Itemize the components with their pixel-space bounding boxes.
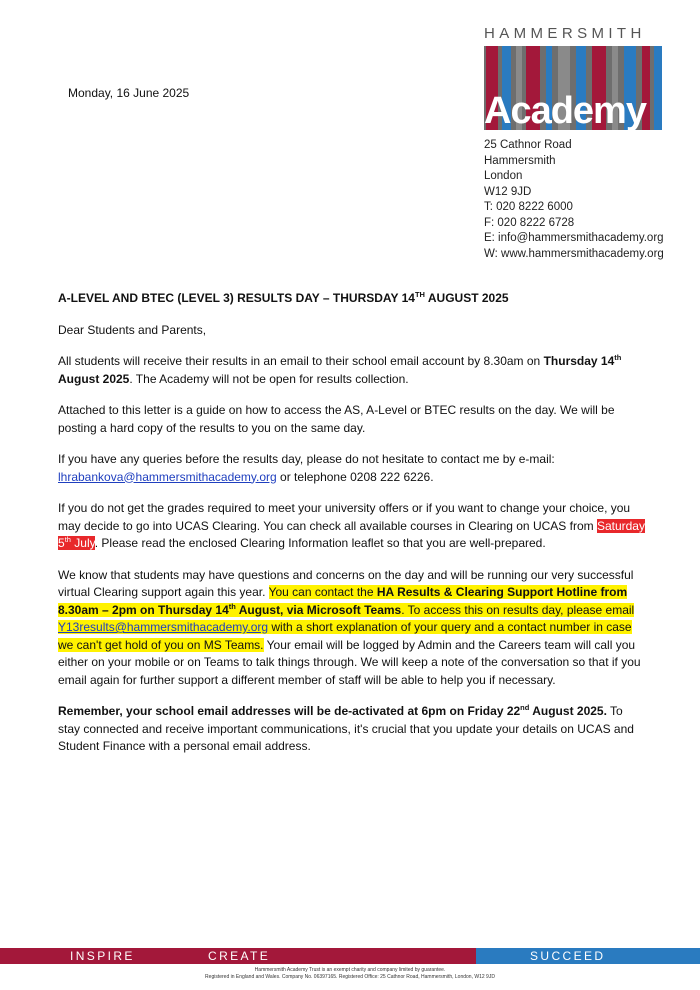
footer-charity-note: Hammersmith Academy Trust is an exempt charity and company limited by guarantee.: [254, 967, 446, 973]
logo-stripes: [484, 46, 662, 130]
address-email: E: info@hammersmithacademy.org: [484, 232, 664, 244]
logo-top-word: HAMMERSMITH: [484, 25, 646, 42]
letter-body: [58, 290, 646, 770]
paragraph-results-email: All students will receive their results in an email to their school email account by 8.30am on Thursday 14th August 2025. The Academy will not be open for results collection.: [58, 353, 622, 386]
paragraph-guide: Attached to this letter is a guide on how to access the AS, A-Level or BTEC results on the day. We will be posting a hard copy of the results to you on the same day.: [58, 403, 615, 435]
logo-stripe: [654, 46, 662, 130]
footer-succeed: SUCCEED: [530, 949, 606, 963]
school-logo: [484, 26, 662, 130]
results-email-link[interactable]: Y13results@hammersmithacademy.org: [58, 620, 269, 634]
address-line: Hammersmith: [484, 154, 556, 167]
address-website: W: www.hammersmithacademy.org: [484, 247, 664, 260]
school-address: [484, 138, 664, 262]
paragraph-hotline: We know that students may have questions and concerns on the day and will be running our very successful virtual Clearing support again this year. You can contact the HA Results & Clearing Support Hotline from 8.30am – 2pm on Thursday 14th August, via Microsoft Teams. To access this on results day, please email Y13results@hammersmithacademy.org with a short explanation of your query and a contact number in case we can't get hold of you on MS Teams. Your email will be logged by Admin and the Careers team will call you either on your mobile or on Teams to talk things through. We will keep a note of the conversation so that if you email again for further support a different member of staff will be able to help you if necessary.: [58, 567, 641, 687]
address-line: London: [484, 170, 523, 182]
footer-band: [0, 948, 700, 964]
address-line: 25 Cathnor Road: [484, 139, 572, 151]
letter-heading: A-LEVEL AND BTEC (LEVEL 3) RESULTS DAY – THURSDAY 14TH AUGUST 2025: [58, 290, 509, 305]
address-fax: F: 020 8222 6728: [484, 216, 575, 229]
paragraph-email-deactivation: Remember, your school email addresses will be de-activated at 6pm on Friday 22nd August 2025. To stay connected and receive important communications, it's crucial that you update your details on UCAS and Student Finance with a personal email address.: [58, 703, 634, 753]
paragraph-clearing: If you do not get the grades required to meet your university offers or if you want to change your choice, you may decide to go into UCAS Clearing. You can check all available courses in Clearing on UCAS from Saturday 5th July. Please read the enclosed Clearing Information leaflet so that you are well-prepared.: [58, 501, 645, 550]
footer-inspire: INSPIRE: [70, 949, 135, 963]
address-telephone: T: 020 8222 6000: [484, 201, 573, 213]
footer-create: CREATE: [208, 949, 271, 963]
logo-main-word: Academy: [484, 90, 646, 130]
hotline-highlight: You can contact the HA Results & Clearing Support Hotline from 8.30am – 2pm on Thursday 14th August, via Microsoft Teams. To access this on results day, please email Y13results@hammersmithacademy.org with a short explanation of your query and a contact number in case we can't get hold of you on MS Teams.: [58, 585, 635, 652]
clearing-date-highlight: Saturday 5th July: [58, 518, 645, 550]
salutation: Dear Students and Parents,: [58, 322, 207, 337]
paragraph-queries: If you have any queries before the results day, please do not hesitate to contact me by e-mail: lhrabankova@hammersmithacademy.org or telephone 0208 222 6226.: [58, 452, 555, 484]
address-postcode: W12 9JD: [484, 185, 532, 198]
letter-date: Monday, 16 June 2025: [68, 86, 190, 100]
footer-registration-note: Registered in England and Wales. Company No. 06397165. Registered Office: 25 Cathnor Road, Hammersmith, London, W12 9JD: [205, 974, 495, 980]
contact-email-link[interactable]: lhrabankova@hammersmithacademy.org: [58, 469, 277, 484]
